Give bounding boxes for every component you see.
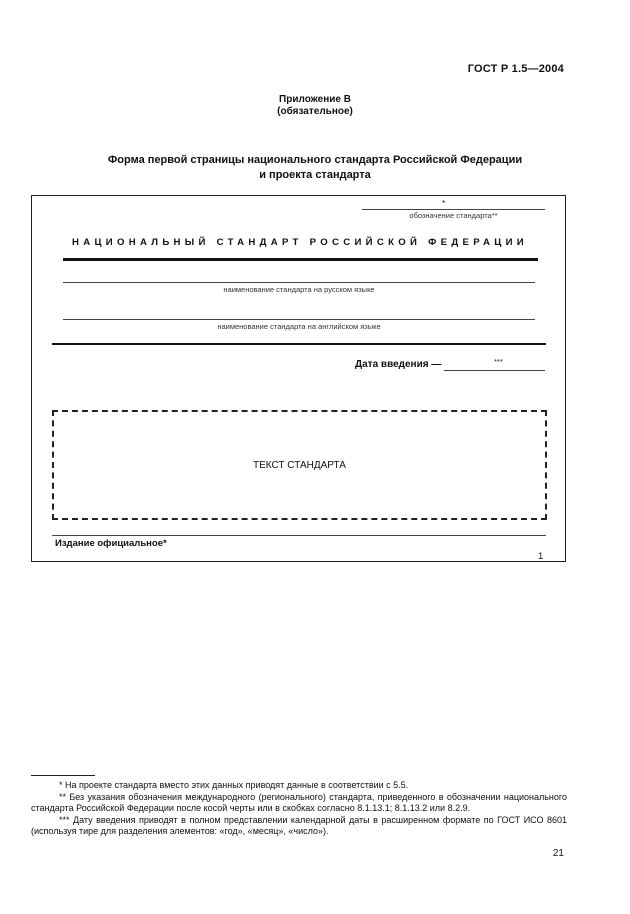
standard-text-label: ТЕКСТ СТАНДАРТА	[253, 460, 346, 471]
introduction-date-label: Дата введения —	[355, 359, 442, 370]
introduction-date-fill-line	[444, 370, 545, 371]
form-title	[0, 153, 630, 183]
footnote-3: *** Дату введения приводят в полном представлении календарной даты в расширенном формате по ГОСТ ИСО 8601 (используя тире для разделения элементов: «год», «месяц», «число»).	[31, 814, 567, 836]
designation-label: обозначение стандарта**	[409, 211, 498, 220]
official-edition-label: Издание официальное*	[55, 538, 167, 549]
standard-code-header: ГОСТ Р 1.5—2004	[467, 63, 564, 75]
introduction-date-footnote-mark: ***	[494, 357, 503, 366]
appendix-status: (обязательное)	[277, 106, 353, 117]
footnote-1: * На проекте стандарта вместо этих данных приводят данные в соответствии с 5.5.	[59, 780, 409, 790]
form-title-line-2: и проекта стандарта	[259, 169, 371, 181]
designation-footnote-mark: *	[442, 199, 446, 208]
national-standard-heading: НАЦИОНАЛЬНЫЙ СТАНДАРТ РОССИЙСКОЙ ФЕДЕРАЦИИ	[72, 237, 528, 248]
appendix-heading	[0, 94, 630, 118]
official-edition-divider	[52, 535, 546, 536]
designation-fill-line	[362, 209, 545, 210]
name-en-fill-line	[63, 319, 535, 320]
appendix-title: Приложение В	[279, 94, 351, 105]
names-divider	[52, 343, 546, 345]
name-ru-fill-line	[63, 282, 535, 283]
footnotes	[31, 780, 567, 838]
page-number: 21	[552, 848, 564, 859]
form-title-line-1: Форма первой страницы национального стандарта Российской Федерации	[107, 154, 523, 166]
footnote-separator	[31, 775, 95, 776]
name-ru-label: наименование стандарта на русском языке	[223, 285, 375, 294]
form-page-number: 1	[538, 551, 544, 562]
name-en-label: наименование стандарта на английском языке	[217, 322, 381, 331]
heading-divider	[63, 258, 538, 261]
footnote-2: ** Без указания обозначения международного (регионального) стандарта, приведенного в обозначении национального стандарта Российской Федерации после косой черты или в скобках согласно 8.1.13.1; 8.1.13.2 или 8.2.9.	[31, 791, 567, 813]
